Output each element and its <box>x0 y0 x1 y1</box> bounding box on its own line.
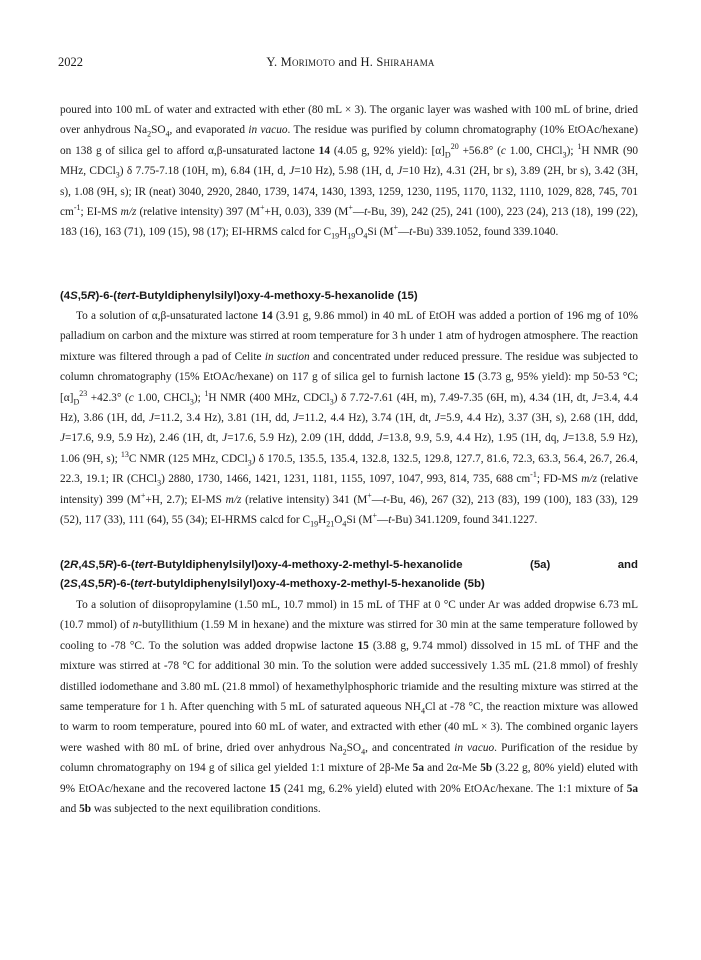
section-heading-15: (4S,5R)-6-(tert-Butyldiphenylsilyl)oxy-4-methoxy-5-hexanolide (15) <box>60 290 418 302</box>
paragraph-lactone-15: To a solution of α,β-unsaturated lactone 14 (3.91 g, 9.86 mmol) in 40 mL of EtOH was added a portion of 196 mg of 10% palladium on carbon and the mixture was stirred at room temperature for 3 h under 1 atm of hydrogen atmosphere. The reaction mixture was filtered through a pad of Celite in suction and concentrated under reduced pressure. The residue was subjected to column chromatography (15% EtOAc/hexane) on 117 g of silica gel to furnish lactone 15 (3.73 g, 95% yield): mp 50-53 °C; $[\alpha]_D^{23} +42.3^\circ$ (c 1.00, CHCl$_3$); $^1$H NMR (400 MHz, CDCl$_3$) δ 7.72-7.61 (4H, m), 7.49-7.35 (6H, m), 4.34 (1H, dt, J=3.4, 4.4 Hz), 3.86 (1H, dd, J=11.2, 3.4 Hz), 3.81 (1H, dd, J=11.2, 4.4 Hz), 3.74 (1H, dt, J=5.9, 4.4 Hz), 3.37 (3H, s), 2.68 (1H, ddd, J=17.6, 9.9, 5.9 Hz), 2.46 (1H, dt, J=17.6, 5.9 Hz), 2.09 (1H, dddd, J=13.8, 9.9, 5.9, 4.4 Hz), 1.95 (1H, dq, J=13.8, 5.9 Hz), 1.06 (9H, s); $^{13}$C NMR (125 MHz, CDCl$_3$) δ 170.5, 135.5, 135.4, 132.8, 132.5, 129.8, 127.7, 81.6, 72.3, 63.3, 56.4, 26.7, 26.4, 22.3, 19.1; IR (CHCl$_3$) 2880, 1730, 1466, 1421, 1231, 1181, 1155, 1097, 1047, 993, 814, 735, 688 $cm^{-1}$; FD-MS m/z (relative intensity) 399 (M++H, 2.7); EI-MS m/z (relative intensity) 341 (M+—t-Bu, 46), 267 (32), 213 (83), 199 (100), 183 (33), 129 (52), 117 (33), 111 (64), 55 (34); EI-HRMS calcd for $C_{19}H_{21}O_4Si$ (M+—t-Bu) 341.1209, found 341.1227. <box>60 310 639 529</box>
running-header: Y. Morimoto and H. Shirahama <box>266 55 435 69</box>
section-heading-5a-5b: (2R,4S,5R)-6-(tert-Butyldiphenylsilyl)oxy-4-methoxy-2-methyl-5-hexanolide (5a) and (2S,4S,5R)-6-(tert-butyldiphenylsilyl)oxy-4-methoxy-2-methyl-5-hexanolide (5b) <box>60 559 638 590</box>
paragraph-continued: poured into 100 mL of water and extracted with ether (80 mL × 3). The organic layer was washed with 100 mL of brine, dried over anhydrous $Na_2SO_4$, and evaporated in vacuo. The residue was purified by column chromatography (10% EtOAc/hexane) on 138 g of silica gel to afford α,β-unsaturated lactone 14 (4.05 g, 92% yield): $[\alpha]_D^{20} +56.8^\circ$ (c 1.00, CHCl$_3$); $^1$H NMR (90 MHz, CDCl$_3$) δ 7.75-7.18 (10H, m), 6.84 (1H, d, J=10 Hz), 5.98 (1H, d, J=10 Hz), 4.31 (2H, br s), 3.89 (2H, br s), 3.42 (3H, s), 1.08 (9H, s); IR (neat) 3040, 2920, 2840, 1739, 1474, 1430, 1393, 1259, 1230, 1195, 1170, 1132, 1110, 1029, 828, 745, 701 $cm^{-1}$; EI-MS m/z (relative intensity) 397 (M++H, 0.03), 339 (M+—t-Bu, 39), 242 (25), 241 (100), 223 (24), 213 (18), 199 (22), 183 (16), 163 (71), 109 (15), 98 (17); EI-HRMS calcd for $C_{19}H_{19}O_4Si$ (M+—t-Bu) 339.1052, found 339.1040. <box>60 104 639 241</box>
paragraph-methylation: To a solution of diisopropylamine (1.50 mL, 10.7 mmol) in 15 mL of THF at 0 °C under Ar was added dropwise 6.73 mL (10.7 mmol) of n-butyllithium (1.59 M in hexane) and the mixture was stirred for 30 min at the same temperature followed by cooling to -78 °C. To the solution was added dropwise lactone 15 (3.88 g, 9.74 mmol) dissolved in 15 mL of THF and the mixture was stirred at -78 °C for additional 30 min. To the solution were added successively 1.35 mL (21.8 mmol) of freshly distilled iodomethane and 3.80 mL (21.8 mmol) of hexamethylphosphoric triamide and the resulting mixture was stirred at the same temperature for 1 h. After quenching with 5 mL of saturated aqueous $NH_4Cl$ at -78 °C, the reaction mixture was allowed to warm to room temperature, poured into 60 mL of water, and extracted with ether (40 mL × 3). The combined organic layers were washed with 80 mL of brine, dried over anhydrous $Na_2SO_4$, and concentrated in vacuo. Purification of the residue by column chromatography on 194 g of silica gel yielded 1:1 mixture of 2β-Me 5a and 2α-Me 5b (3.22 g, 80% yield) eluted with 9% EtOAc/hexane and the recovered lactone 15 (241 mg, 6.2% yield) eluted with 20% EtOAc/hexane. The 1:1 mixture of 5a and 5b was subjected to the next equilibration conditions. <box>60 599 639 816</box>
page-number: 2022 <box>58 55 83 69</box>
